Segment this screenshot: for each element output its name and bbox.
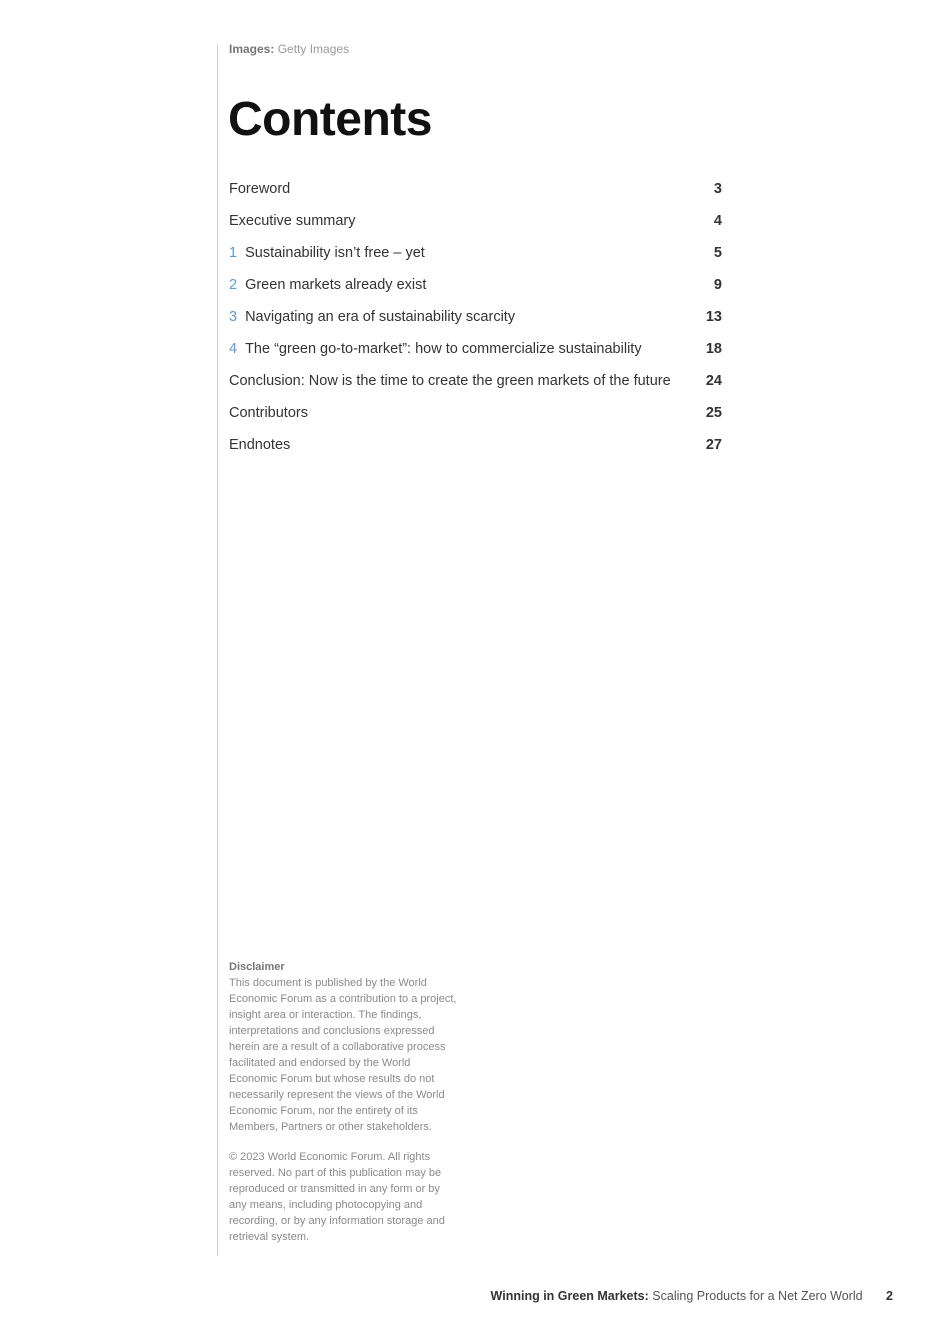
toc-entry[interactable] xyxy=(229,437,722,469)
toc-chapter-number: 1 xyxy=(229,245,238,261)
toc-entry-label: Foreword xyxy=(229,181,291,197)
toc-entry[interactable] xyxy=(229,309,722,341)
toc-entry-title xyxy=(229,405,692,421)
toc-entry-title xyxy=(229,437,692,453)
toc-entry[interactable] xyxy=(229,277,722,309)
toc-entry-label: Green markets already exist xyxy=(245,277,427,293)
disclaimer-heading: Disclaimer xyxy=(229,961,285,973)
toc-entry-label: Sustainability isn’t free – yet xyxy=(245,245,425,261)
toc-entry[interactable] xyxy=(229,405,722,437)
disclaimer-body: This document is published by the World Economic Forum as a contribution to a project, insight area or interaction. The findings, interpretations and conclusions expressed herein are a result of a collaborative process facilitated and endorsed by the World Economic Forum but whose results do not necessarily represent the views of the World Economic Forum, nor the entirety of its Members, Partners or other stakeholders. xyxy=(229,977,457,1133)
toc-entry-label: Conclusion: Now is the time to create the green markets of the future xyxy=(229,373,671,389)
toc-page-number: 24 xyxy=(705,373,722,389)
toc-entry-title xyxy=(229,373,692,389)
toc-entry-label: Navigating an era of sustainability scarcity xyxy=(245,309,516,325)
toc-entry-label: The “green go-to-market”: how to commercialize sustainability xyxy=(245,341,642,357)
toc-entry[interactable] xyxy=(229,245,722,277)
image-credit-value: Getty Images xyxy=(277,42,350,56)
toc-entry[interactable] xyxy=(229,181,722,213)
toc-entry-title xyxy=(229,341,692,357)
toc-entry-title xyxy=(229,277,692,293)
toc-page-number: 18 xyxy=(705,341,722,357)
page-footer xyxy=(491,1289,893,1303)
toc-page-number: 3 xyxy=(713,181,722,197)
toc-chapter-number: 3 xyxy=(229,309,238,325)
toc-entry-title xyxy=(229,245,692,261)
toc-page-number: 5 xyxy=(713,245,722,261)
toc-entry[interactable] xyxy=(229,213,722,245)
page-title: Contents xyxy=(228,93,432,146)
page-number: 2 xyxy=(886,1289,893,1303)
image-credit xyxy=(229,42,349,56)
table-of-contents xyxy=(229,181,722,469)
toc-page-number: 25 xyxy=(705,405,722,421)
toc-page-number: 27 xyxy=(705,437,722,453)
margin-rule xyxy=(217,44,218,1256)
toc-entry-title xyxy=(229,309,692,325)
toc-entry-label: Executive summary xyxy=(229,213,356,229)
toc-entry-label: Contributors xyxy=(229,405,308,421)
toc-entry-title xyxy=(229,181,692,197)
copyright-notice: © 2023 World Economic Forum. All rights reserved. No part of this publication may be reproduced or transmitted in any form or by any means, including photocopying and recording, or by any information storage and retrieval system. xyxy=(229,1151,445,1243)
toc-page-number: 9 xyxy=(713,277,722,293)
footer-title-rest: Scaling Products for a Net Zero World xyxy=(652,1289,863,1303)
toc-page-number: 13 xyxy=(705,309,722,325)
toc-chapter-number: 4 xyxy=(229,341,238,357)
footer-title-bold: Winning in Green Markets: xyxy=(490,1289,649,1303)
toc-page-number: 4 xyxy=(713,213,722,229)
toc-entry[interactable] xyxy=(229,341,722,373)
disclaimer xyxy=(229,959,457,1259)
toc-chapter-number: 2 xyxy=(229,277,238,293)
toc-entry-title xyxy=(229,213,692,229)
toc-entry[interactable] xyxy=(229,373,722,405)
image-credit-label: Images: xyxy=(229,42,275,56)
toc-entry-label: Endnotes xyxy=(229,437,291,453)
